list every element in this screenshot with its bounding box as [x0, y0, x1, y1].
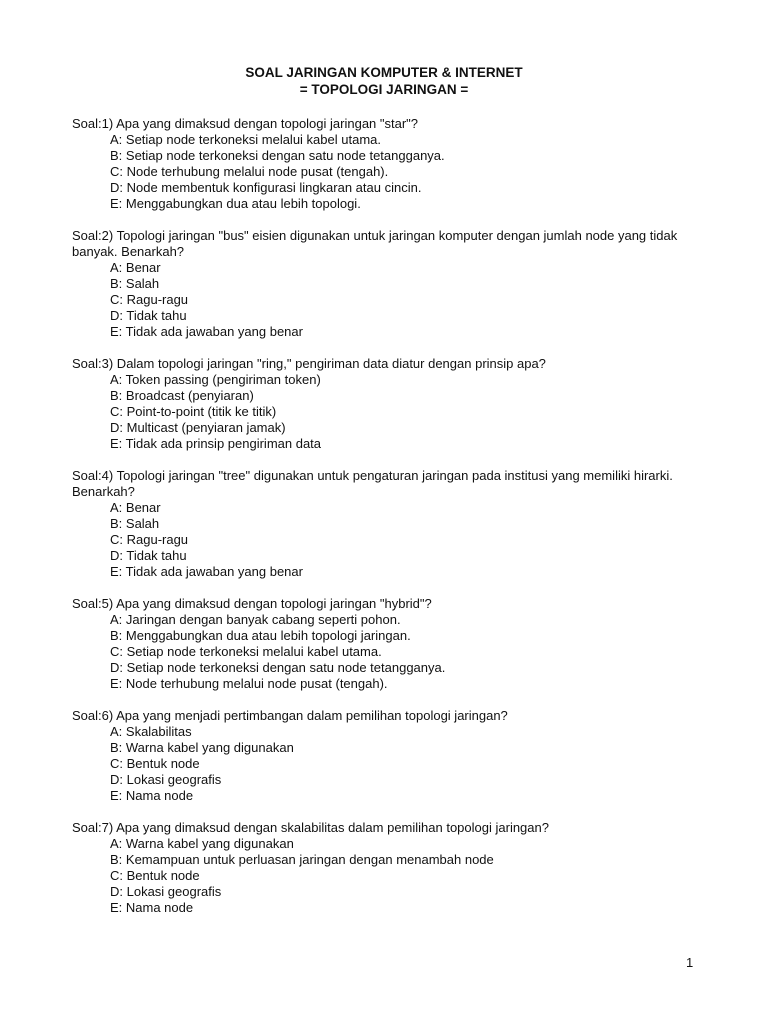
answer-option: A: Jaringan dengan banyak cabang seperti pohon. — [110, 612, 401, 627]
answer-option: E: Tidak ada jawaban yang benar — [110, 324, 303, 339]
question-block — [72, 596, 712, 692]
question-list — [72, 116, 712, 932]
question-text: Soal:1) Apa yang dimaksud dengan topologi jaringan "star"? — [72, 116, 419, 131]
question-text: Soal:2) Topologi jaringan "bus" eisien digunakan untuk jaringan komputer dengan jumlah node yang tidak banyak. Benarkah? — [72, 228, 678, 259]
question-text: Soal:5) Apa yang dimaksud dengan topologi jaringan "hybrid"? — [72, 596, 432, 611]
answer-option: B: Menggabungkan dua atau lebih topologi jaringan. — [110, 628, 411, 643]
answer-option: A: Benar — [110, 260, 161, 275]
answer-option: A: Warna kabel yang digunakan — [110, 836, 294, 851]
answer-option: D: Tidak tahu — [110, 308, 187, 323]
question-text: Soal:4) Topologi jaringan "tree" digunakan untuk pengaturan jaringan pada institusi yang memiliki hirarki. Benarkah? — [72, 468, 673, 499]
answer-option: C: Node terhubung melalui node pusat (tengah). — [110, 164, 389, 179]
answer-option: D: Multicast (penyiaran jamak) — [110, 420, 286, 435]
answer-options — [72, 724, 712, 804]
answer-option: D: Setiap node terkoneksi dengan satu node tetangganya. — [110, 660, 446, 675]
answer-options — [72, 132, 712, 212]
answer-option: E: Tidak ada prinsip pengiriman data — [110, 436, 322, 451]
answer-option: C: Ragu-ragu — [110, 292, 189, 307]
question-text: Soal:6) Apa yang menjadi pertimbangan dalam pemilihan topologi jaringan? — [72, 708, 508, 723]
answer-option: E: Tidak ada jawaban yang benar — [110, 564, 303, 579]
answer-option: C: Point-to-point (titik ke titik) — [110, 404, 277, 419]
answer-options — [72, 500, 712, 580]
answer-option: D: Node membentuk konfigurasi lingkaran atau cincin. — [110, 180, 422, 195]
question-block — [72, 708, 712, 804]
answer-options — [72, 260, 712, 340]
question-block — [72, 820, 712, 916]
question-text: Soal:7) Apa yang dimaksud dengan skalabilitas dalam pemilihan topologi jaringan? — [72, 820, 549, 835]
answer-options — [72, 372, 712, 452]
document-title: SOAL JARINGAN KOMPUTER & INTERNET — [245, 65, 523, 80]
answer-option: B: Kemampuan untuk perluasan jaringan dengan menambah node — [110, 852, 494, 867]
answer-option: E: Nama node — [110, 900, 194, 915]
question-text: Soal:3) Dalam topologi jaringan "ring," pengiriman data diatur dengan prinsip apa? — [72, 356, 546, 371]
page-number: 1 — [686, 955, 694, 970]
answer-option: A: Token passing (pengiriman token) — [110, 372, 321, 387]
answer-option: B: Broadcast (penyiaran) — [110, 388, 254, 403]
answer-option: C: Setiap node terkoneksi melalui kabel utama. — [110, 644, 382, 659]
answer-option: B: Setiap node terkoneksi dengan satu node tetangganya. — [110, 148, 445, 163]
answer-option: C: Bentuk node — [110, 868, 200, 883]
answer-option: C: Ragu-ragu — [110, 532, 189, 547]
question-block — [72, 228, 712, 340]
answer-option: D: Lokasi geografis — [110, 884, 222, 899]
answer-option: A: Skalabilitas — [110, 724, 192, 739]
answer-option: D: Lokasi geografis — [110, 772, 222, 787]
answer-options — [72, 612, 712, 692]
answer-option: B: Warna kabel yang digunakan — [110, 740, 294, 755]
answer-option: B: Salah — [110, 276, 160, 291]
answer-options — [72, 836, 712, 916]
answer-option: B: Salah — [110, 516, 160, 531]
answer-option: E: Menggabungkan dua atau lebih topologi. — [110, 196, 361, 211]
answer-option: C: Bentuk node — [110, 756, 200, 771]
answer-option: E: Nama node — [110, 788, 194, 803]
answer-option: D: Tidak tahu — [110, 548, 187, 563]
answer-option: E: Node terhubung melalui node pusat (tengah). — [110, 676, 388, 691]
question-block — [72, 468, 712, 580]
document-subtitle: = TOPOLOGI JARINGAN = — [299, 82, 469, 97]
answer-option: A: Setiap node terkoneksi melalui kabel utama. — [110, 132, 381, 147]
question-block — [72, 356, 712, 452]
question-block — [72, 116, 712, 212]
answer-option: A: Benar — [110, 500, 161, 515]
